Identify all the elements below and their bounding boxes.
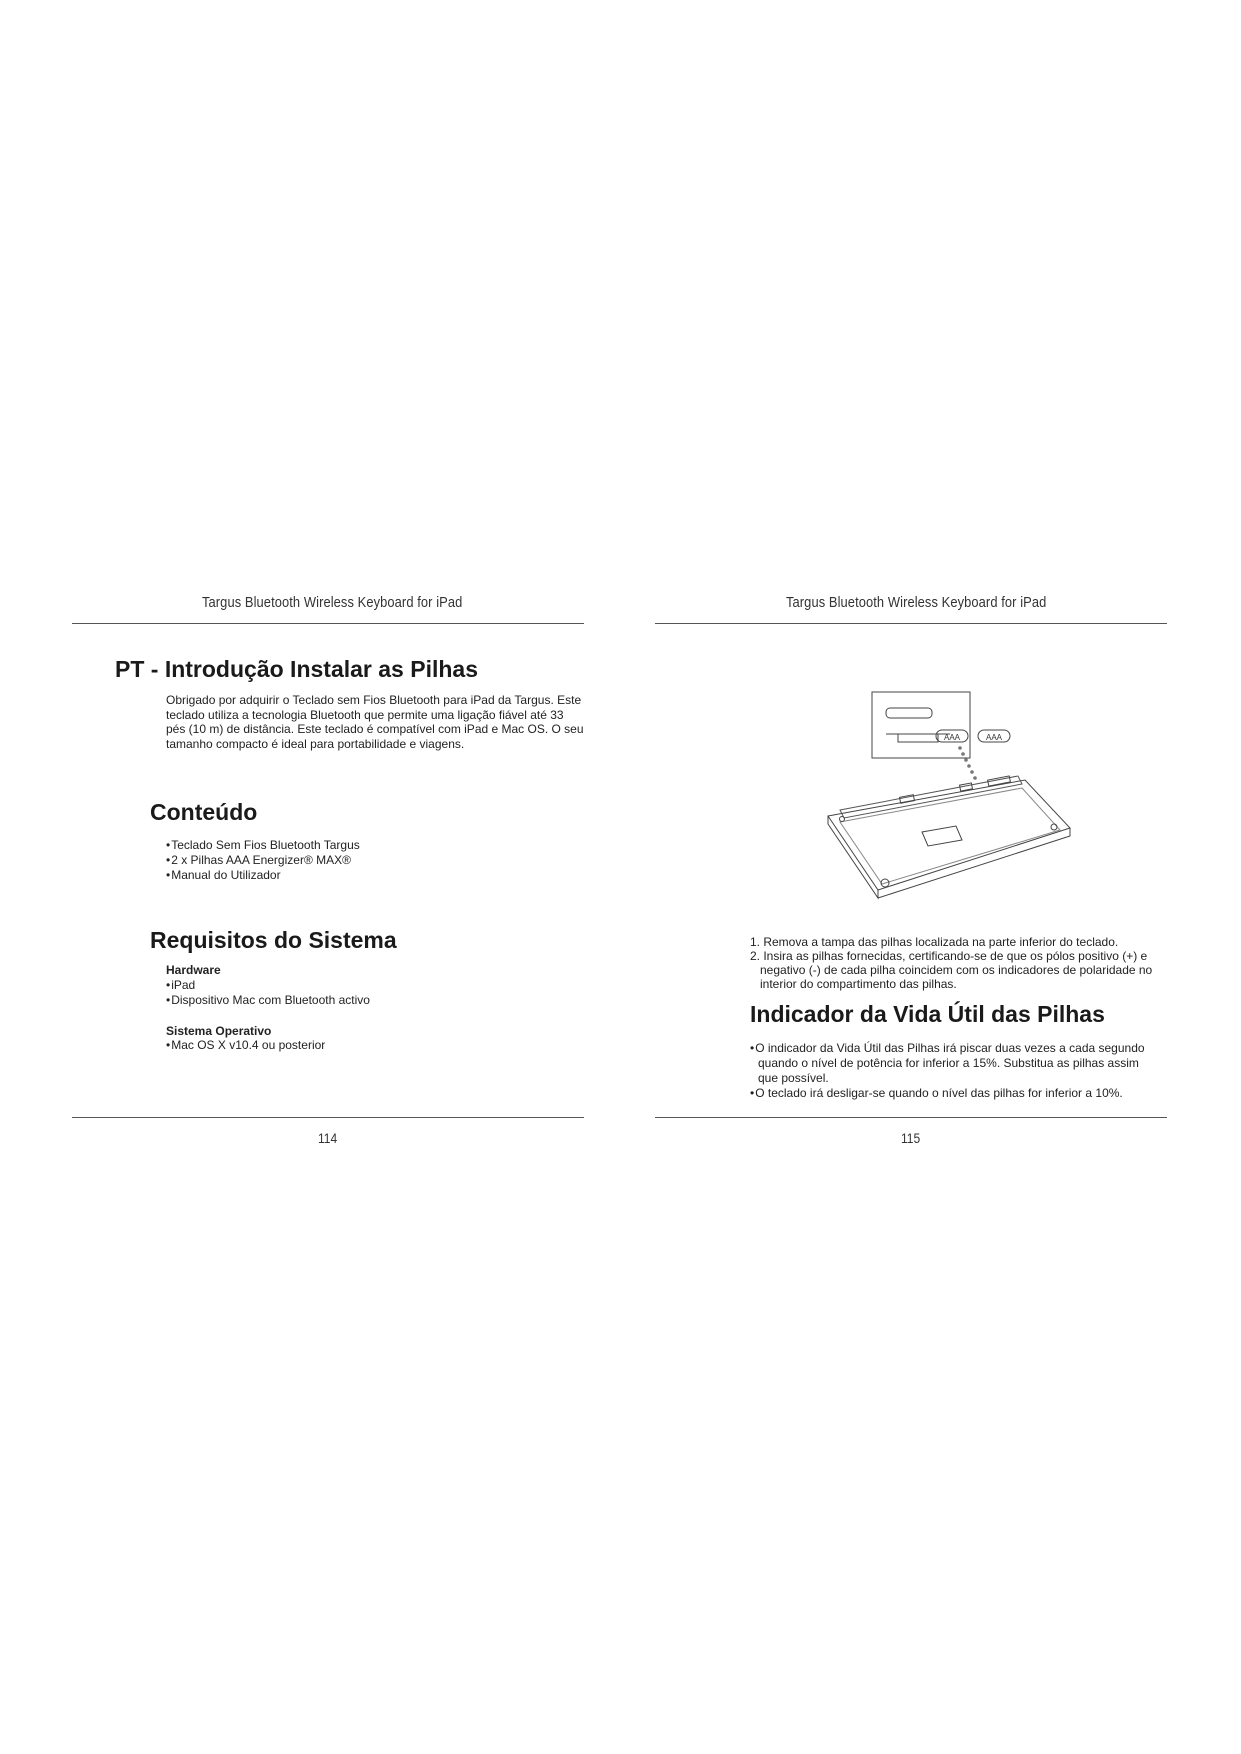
battery-label: AAA: [943, 733, 961, 742]
footer-rule: [72, 1117, 584, 1118]
contents-list: [166, 838, 360, 883]
battery-cover-outline: [886, 708, 932, 718]
hardware-label: Hardware: [166, 963, 221, 977]
running-header: Targus Bluetooth Wireless Keyboard for iPad: [202, 594, 463, 611]
header-rule: [655, 623, 1167, 624]
running-header: Targus Bluetooth Wireless Keyboard for iPad: [786, 594, 1047, 611]
hardware-list: [166, 978, 370, 1008]
footer-rule: [655, 1117, 1167, 1118]
battery-label: AAA: [985, 733, 1003, 742]
os-label: Sistema Operativo: [166, 1024, 272, 1038]
list-item: 1. Remova a tampa das pilhas localizada na parte inferior do teclado.: [750, 935, 1119, 949]
battery-indicator-heading: Indicador da Vida Útil das Pilhas: [750, 1001, 1105, 1027]
left-page: [0, 0, 620, 1754]
compartment-inset: [872, 692, 970, 758]
list-item: • iPad: [166, 978, 370, 993]
page-number: 115: [901, 1130, 921, 1146]
keyboard-body: [828, 780, 1070, 890]
list-item: • Mac OS X v10.4 ou posterior: [166, 1038, 325, 1053]
header-rule: [72, 623, 584, 624]
list-item: • 2 x Pilhas AAA Energizer® MAX®: [166, 853, 360, 868]
list-item: • Manual do Utilizador: [166, 868, 360, 883]
list-item: • Teclado Sem Fios Bluetooth Targus: [166, 838, 360, 853]
page-number: 114: [318, 1130, 338, 1146]
intro-paragraph: Obrigado por adquirir o Teclado sem Fios Bluetooth para iPad da Targus. Este teclado utiliza a tecnologia Bluetooth que permite uma ligação fiável até 33 pés (10 m) de distância. Este teclado é compatível com iPad e Mac OS. O seu tamanho compacto é ideal para portabilidade e viagens.: [166, 693, 584, 751]
list-item: • Dispositivo Mac com Bluetooth activo: [166, 993, 370, 1008]
requirements-heading: Requisitos do Sistema: [150, 927, 397, 953]
list-item: • O indicador da Vida Útil das Pilhas irá piscar duas vezes a cada segundo quando o nível de potência for inferior a 15%. Substitua as pilhas assim que possível.: [750, 1041, 1160, 1086]
list-item: 2. Insira as pilhas fornecidas, certificando-se de que os pólos positivo (+) e negativo (-) de cada pilha coincidem com os indicadores de polaridade no interior do compartimento das pilhas.: [750, 949, 1153, 991]
contents-heading: Conteúdo: [150, 799, 258, 825]
page-title: PT - Introdução Instalar as Pilhas: [115, 656, 478, 682]
installation-steps: [750, 935, 1170, 991]
os-list: [166, 1038, 325, 1053]
battery-installation-illustration: [810, 688, 1085, 933]
list-item: • O teclado irá desligar-se quando o nível das pilhas for inferior a 10%.: [750, 1086, 1160, 1101]
battery-indicator-list: [750, 1041, 1160, 1101]
